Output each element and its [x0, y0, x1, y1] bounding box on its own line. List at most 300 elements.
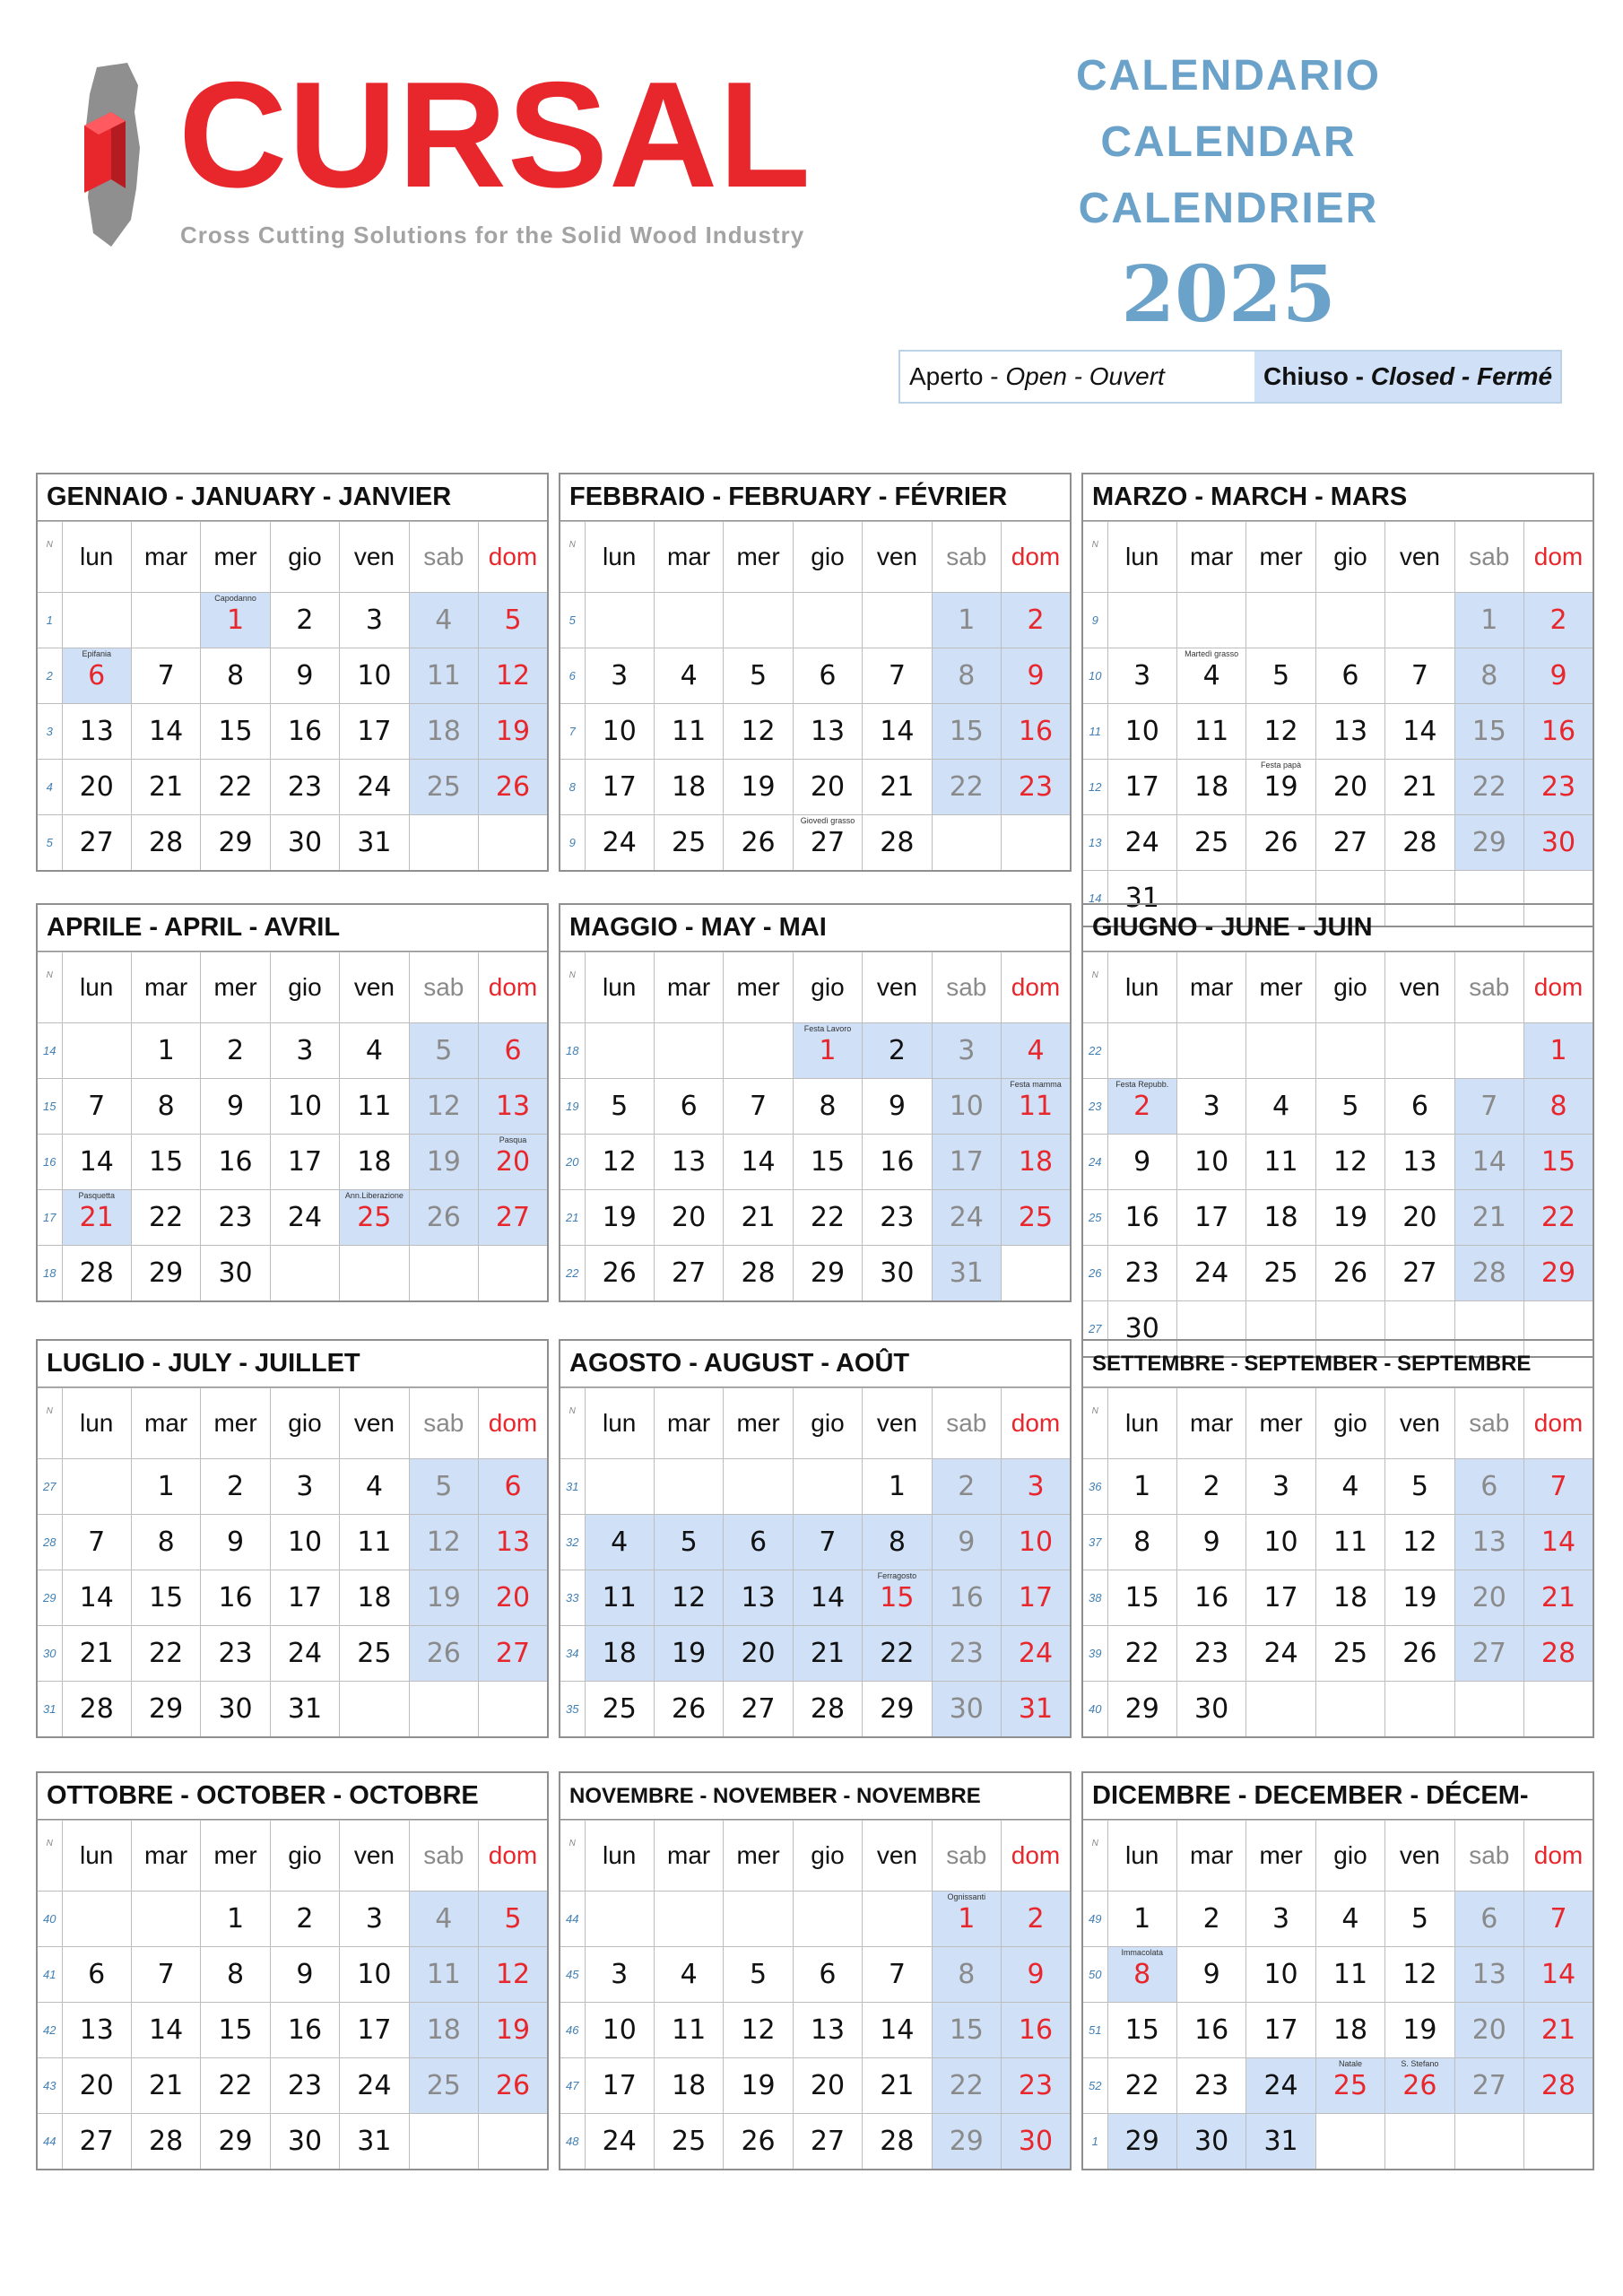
week-number: 15 — [37, 1079, 62, 1135]
day-cell — [1002, 1459, 1071, 1515]
day-cell — [654, 704, 723, 760]
day-number: 23 — [287, 2070, 323, 2101]
day-number: 20 — [741, 1638, 776, 1669]
week-number-header: N — [1082, 1821, 1107, 1892]
day-number: 3 — [365, 604, 383, 636]
day-number: 9 — [1027, 660, 1045, 691]
week-row — [560, 2114, 1071, 2170]
day-number: 11 — [357, 1526, 392, 1558]
day-number: 24 — [357, 2070, 392, 2101]
day-cell — [585, 760, 654, 815]
day-number: 9 — [296, 660, 314, 691]
day-number: 22 — [1471, 771, 1506, 803]
day-cell — [479, 2003, 548, 2058]
empty-day-cell — [409, 1246, 478, 1302]
day-number: 10 — [1124, 716, 1159, 747]
day-cell — [409, 1515, 478, 1570]
day-number: 19 — [741, 2070, 776, 2101]
week-row — [37, 815, 548, 872]
day-cell — [201, 1079, 270, 1135]
week-number: 50 — [1082, 1947, 1107, 2003]
empty-day-cell — [585, 1023, 654, 1079]
day-number: 30 — [949, 1693, 984, 1725]
weekday-header: lun — [1107, 1388, 1176, 1459]
legend-closed — [1254, 352, 1560, 402]
day-cell — [201, 1190, 270, 1246]
weekday-header: ven — [1385, 1388, 1454, 1459]
day-number: 5 — [435, 1035, 453, 1066]
week-row — [37, 1459, 548, 1515]
day-cell — [201, 648, 270, 704]
day-cell — [585, 648, 654, 704]
day-cell — [1524, 1079, 1593, 1135]
day-number: 16 — [1194, 1582, 1229, 1613]
day-number: 25 — [672, 2126, 707, 2157]
day-cell — [863, 704, 932, 760]
day-cell — [724, 704, 793, 760]
month-table — [1081, 521, 1594, 927]
weekday-header: lun — [62, 952, 131, 1023]
day-number: 6 — [1410, 1091, 1428, 1122]
day-cell — [1107, 1892, 1176, 1947]
day-number: 7 — [888, 1959, 906, 1990]
day-number: 30 — [1194, 2126, 1229, 2157]
week-row — [560, 1570, 1071, 1626]
day-number: 24 — [1194, 1257, 1229, 1289]
month-table — [1081, 952, 1594, 1358]
weekday-header: gio — [270, 1821, 339, 1892]
week-row — [1082, 593, 1593, 648]
day-cell — [793, 2058, 862, 2114]
day-cell — [479, 1892, 548, 1947]
day-cell — [724, 1570, 793, 1626]
month-table — [1081, 1387, 1594, 1738]
day-number: 23 — [1194, 2070, 1229, 2101]
month-table — [36, 521, 549, 872]
day-number: 3 — [611, 660, 629, 691]
week-row — [1082, 1190, 1593, 1246]
day-cell — [1107, 1947, 1176, 2003]
day-cell — [1454, 760, 1523, 815]
week-row — [1082, 2058, 1593, 2114]
day-cell — [409, 1947, 478, 2003]
day-number: 24 — [1018, 1638, 1054, 1669]
day-number: 28 — [149, 2126, 184, 2157]
day-cell — [1002, 593, 1071, 648]
day-cell — [585, 2058, 654, 2114]
week-row — [37, 704, 548, 760]
day-cell — [1246, 2114, 1315, 2170]
empty-day-cell — [131, 593, 200, 648]
day-number: 7 — [88, 1526, 106, 1558]
day-number: 13 — [810, 2014, 846, 2046]
month-calendar — [36, 903, 549, 1302]
day-number: 27 — [1471, 2070, 1506, 2101]
day-cell — [585, 1190, 654, 1246]
day-cell — [1315, 1570, 1384, 1626]
day-cell — [1176, 1246, 1245, 1301]
day-cell — [793, 1190, 862, 1246]
day-cell — [654, 760, 723, 815]
day-cell — [1524, 1626, 1593, 1682]
day-number: 29 — [1471, 827, 1506, 858]
day-number: 17 — [1263, 2014, 1298, 2046]
day-number: 23 — [1018, 771, 1054, 803]
weekday-header: mer — [201, 522, 270, 593]
week-number: 29 — [37, 1570, 62, 1626]
day-number: 1 — [1480, 604, 1498, 636]
day-number: 13 — [79, 2014, 114, 2046]
week-row — [1082, 1515, 1593, 1570]
day-cell — [932, 760, 1001, 815]
week-row — [37, 1190, 548, 1246]
day-cell — [340, 1947, 409, 2003]
day-number: 18 — [1194, 771, 1229, 803]
day-cell — [1176, 1135, 1245, 1190]
weekday-header: mar — [131, 952, 200, 1023]
empty-day-cell — [1385, 1682, 1454, 1738]
day-number: 14 — [880, 2014, 915, 2046]
day-cell — [1315, 1246, 1384, 1301]
day-cell — [201, 1459, 270, 1515]
weekday-header: lun — [1107, 952, 1176, 1023]
empty-day-cell — [409, 1682, 478, 1738]
weekday-header: lun — [62, 1821, 131, 1892]
day-number: 24 — [602, 827, 637, 858]
day-number: 7 — [157, 660, 175, 691]
week-row — [1082, 1079, 1593, 1135]
empty-day-cell — [724, 1023, 793, 1079]
day-cell — [340, 593, 409, 648]
day-number: 17 — [602, 771, 637, 803]
day-cell — [1246, 760, 1315, 815]
day-cell — [932, 1626, 1001, 1682]
day-number: 3 — [1027, 1471, 1045, 1502]
empty-day-cell — [1107, 593, 1176, 648]
day-number: 28 — [880, 827, 915, 858]
weekday-header: mer — [201, 952, 270, 1023]
day-number: 4 — [1341, 1903, 1359, 1935]
day-cell — [585, 1246, 654, 1302]
day-number: 28 — [810, 1693, 846, 1725]
week-number-header: N — [37, 1821, 62, 1892]
day-cell — [1524, 1570, 1593, 1626]
day-cell — [1176, 815, 1245, 871]
day-cell — [340, 1135, 409, 1190]
day-number: 24 — [287, 1638, 323, 1669]
empty-day-cell — [1524, 2114, 1593, 2170]
day-cell — [1107, 2114, 1176, 2170]
day-cell — [62, 1079, 131, 1135]
day-number: 13 — [1332, 716, 1368, 747]
holiday-note: Martedì grasso — [1185, 649, 1239, 658]
day-cell — [340, 1892, 409, 1947]
day-cell — [270, 593, 339, 648]
weekday-header: mer — [724, 952, 793, 1023]
day-cell — [270, 1135, 339, 1190]
weekday-header: gio — [1315, 522, 1384, 593]
holiday-note: Natale — [1338, 2059, 1362, 2068]
day-number: 10 — [357, 1959, 392, 1990]
day-cell — [340, 704, 409, 760]
week-number: 51 — [1082, 2003, 1107, 2058]
day-cell — [270, 1190, 339, 1246]
day-number: 8 — [1133, 1526, 1151, 1558]
day-cell — [201, 593, 270, 648]
day-cell — [201, 1626, 270, 1682]
weekday-header: dom — [1002, 1821, 1071, 1892]
day-number: 12 — [741, 716, 776, 747]
weekday-header: sab — [932, 1821, 1001, 1892]
weekday-header: mar — [131, 1821, 200, 1892]
day-cell — [1454, 1079, 1523, 1135]
day-cell — [793, 704, 862, 760]
empty-day-cell — [1315, 1023, 1384, 1079]
day-cell — [1524, 2003, 1593, 2058]
day-number: 23 — [218, 1638, 253, 1669]
day-cell — [270, 760, 339, 815]
legend-open — [900, 352, 1254, 402]
empty-day-cell — [585, 1892, 654, 1947]
empty-day-cell — [1385, 2114, 1454, 2170]
weekday-header: dom — [1524, 1388, 1593, 1459]
month-calendar — [36, 1771, 549, 2170]
week-number: 6 — [560, 648, 585, 704]
weekday-header: dom — [479, 1821, 548, 1892]
day-number: 8 — [157, 1091, 175, 1122]
weekday-header: dom — [1524, 952, 1593, 1023]
day-cell — [62, 1190, 131, 1246]
empty-day-cell — [131, 1892, 200, 1947]
weekday-header: mer — [724, 1388, 793, 1459]
day-cell — [585, 1626, 654, 1682]
day-number: 6 — [1480, 1471, 1498, 1502]
legend-closed-translations: Closed - Fermé — [1370, 362, 1553, 390]
day-number: 4 — [680, 1959, 698, 1990]
week-row — [560, 593, 1071, 648]
day-number: 3 — [958, 1035, 976, 1066]
day-number: 11 — [1332, 1959, 1368, 1990]
day-number: 20 — [495, 1146, 531, 1178]
day-number: 8 — [1480, 660, 1498, 691]
day-cell — [863, 2058, 932, 2114]
week-row — [560, 1135, 1071, 1190]
day-cell — [1524, 1135, 1593, 1190]
empty-day-cell — [479, 1246, 548, 1302]
day-number: 15 — [1124, 2014, 1159, 2046]
day-cell — [201, 1515, 270, 1570]
day-number: 26 — [495, 771, 531, 803]
empty-day-cell — [654, 1459, 723, 1515]
day-cell — [1246, 815, 1315, 871]
day-number: 18 — [672, 2070, 707, 2101]
week-number-header: N — [560, 1821, 585, 1892]
day-number: 17 — [357, 2014, 392, 2046]
week-row — [560, 704, 1071, 760]
day-number: 17 — [287, 1146, 323, 1178]
day-cell — [1176, 760, 1245, 815]
day-cell — [1107, 1626, 1176, 1682]
month-title: APRILE - APRIL - AVRIL — [36, 903, 549, 952]
day-number: 30 — [1194, 1693, 1229, 1725]
weekday-header: dom — [479, 522, 548, 593]
day-number: 14 — [1471, 1146, 1506, 1178]
week-row — [37, 1515, 548, 1570]
weekday-header: lun — [585, 1388, 654, 1459]
week-number: 34 — [560, 1626, 585, 1682]
day-cell — [131, 704, 200, 760]
brand-name: CURSAL — [178, 50, 812, 219]
day-number: 19 — [495, 716, 531, 747]
day-cell — [1315, 1892, 1384, 1947]
day-number: 8 — [958, 660, 976, 691]
week-number: 41 — [37, 1947, 62, 2003]
week-number: 9 — [560, 815, 585, 872]
day-number: 6 — [504, 1471, 522, 1502]
week-row — [1082, 1626, 1593, 1682]
day-number: 31 — [357, 827, 392, 858]
weekday-header: gio — [1315, 1821, 1384, 1892]
week-number-header: N — [37, 522, 62, 593]
day-number: 9 — [227, 1526, 245, 1558]
day-number: 4 — [1202, 660, 1220, 691]
day-cell — [1107, 1246, 1176, 1301]
day-number: 9 — [888, 1091, 906, 1122]
day-number: 17 — [602, 2070, 637, 2101]
holiday-note: Festa Repubb. — [1115, 1080, 1169, 1089]
day-number: 20 — [810, 2070, 846, 2101]
month-table — [559, 521, 1072, 872]
day-cell — [1246, 1947, 1315, 2003]
day-number: 4 — [1272, 1091, 1290, 1122]
day-cell — [131, 648, 200, 704]
day-number: 22 — [149, 1638, 184, 1669]
day-number: 31 — [949, 1257, 984, 1289]
day-number: 22 — [949, 2070, 984, 2101]
weekday-header: mar — [1176, 952, 1245, 1023]
weekday-header: mar — [654, 1388, 723, 1459]
day-number: 2 — [958, 1471, 976, 1502]
day-cell — [1315, 1135, 1384, 1190]
day-cell — [1524, 1246, 1593, 1301]
day-cell — [1246, 1079, 1315, 1135]
weekday-header: mer — [1246, 522, 1315, 593]
day-number: 28 — [149, 827, 184, 858]
week-number: 42 — [37, 2003, 62, 2058]
day-cell — [793, 1515, 862, 1570]
day-cell — [1002, 648, 1071, 704]
weekday-header: dom — [1002, 1388, 1071, 1459]
day-cell — [863, 1135, 932, 1190]
holiday-note: Epifania — [82, 649, 111, 658]
week-number: 22 — [560, 1246, 585, 1302]
week-number: 46 — [560, 2003, 585, 2058]
day-number: 26 — [1402, 1638, 1437, 1669]
day-cell — [654, 2003, 723, 2058]
day-cell — [1315, 1626, 1384, 1682]
weekday-header: ven — [863, 522, 932, 593]
day-number: 2 — [1133, 1091, 1151, 1122]
day-number: 1 — [1133, 1903, 1151, 1935]
day-number: 23 — [1018, 2070, 1054, 2101]
day-number: 14 — [810, 1582, 846, 1613]
day-cell — [1454, 1190, 1523, 1246]
week-number: 5 — [37, 815, 62, 872]
day-cell — [1385, 1626, 1454, 1682]
day-cell — [654, 1246, 723, 1302]
day-cell — [1454, 1570, 1523, 1626]
day-number: 23 — [218, 1202, 253, 1233]
day-number: 12 — [426, 1091, 461, 1122]
day-number: 15 — [149, 1146, 184, 1178]
day-number: 28 — [1471, 1257, 1506, 1289]
day-number: 19 — [426, 1146, 461, 1178]
day-number: 17 — [1018, 1582, 1054, 1613]
month-table — [1081, 1820, 1594, 2170]
day-number: 26 — [426, 1638, 461, 1669]
day-cell — [131, 2003, 200, 2058]
empty-day-cell — [863, 593, 932, 648]
day-cell — [1524, 1892, 1593, 1947]
day-cell — [1176, 2058, 1245, 2114]
day-number: 27 — [79, 827, 114, 858]
day-cell — [62, 1135, 131, 1190]
day-number: 12 — [1263, 716, 1298, 747]
day-number: 25 — [672, 827, 707, 858]
weekday-header: dom — [479, 1388, 548, 1459]
day-cell — [932, 1682, 1001, 1738]
empty-day-cell — [479, 1682, 548, 1738]
day-number: 21 — [1402, 771, 1437, 803]
day-cell — [340, 2003, 409, 2058]
day-number: 1 — [958, 1903, 976, 1935]
day-cell — [1176, 2003, 1245, 2058]
day-number: 16 — [218, 1146, 253, 1178]
day-number: 8 — [888, 1526, 906, 1558]
day-number: 3 — [296, 1471, 314, 1502]
weekday-header: ven — [863, 952, 932, 1023]
day-cell — [270, 648, 339, 704]
logo-mark-icon — [75, 63, 183, 251]
day-cell — [1315, 1190, 1384, 1246]
day-cell — [1454, 1947, 1523, 2003]
day-cell — [340, 1626, 409, 1682]
day-number: 12 — [1332, 1146, 1368, 1178]
week-number: 9 — [1082, 593, 1107, 648]
day-cell — [932, 704, 1001, 760]
day-cell — [201, 1135, 270, 1190]
day-number: 26 — [1402, 2070, 1437, 2101]
day-number: 14 — [1402, 716, 1437, 747]
day-cell — [863, 1459, 932, 1515]
week-number: 26 — [1082, 1246, 1107, 1301]
day-number: 19 — [1402, 2014, 1437, 2046]
weekday-header: lun — [62, 522, 131, 593]
day-number: 13 — [672, 1146, 707, 1178]
month-table — [36, 952, 549, 1302]
week-number: 24 — [1082, 1135, 1107, 1190]
empty-day-cell — [1315, 593, 1384, 648]
day-cell — [654, 1682, 723, 1738]
week-row — [560, 1626, 1071, 1682]
day-cell — [1315, 1515, 1384, 1570]
week-row — [1082, 1023, 1593, 1079]
day-number: 2 — [1202, 1903, 1220, 1935]
weekday-header: sab — [1454, 522, 1523, 593]
weekday-header: sab — [409, 522, 478, 593]
day-cell — [1176, 2114, 1245, 2170]
weekday-header: mer — [724, 1821, 793, 1892]
